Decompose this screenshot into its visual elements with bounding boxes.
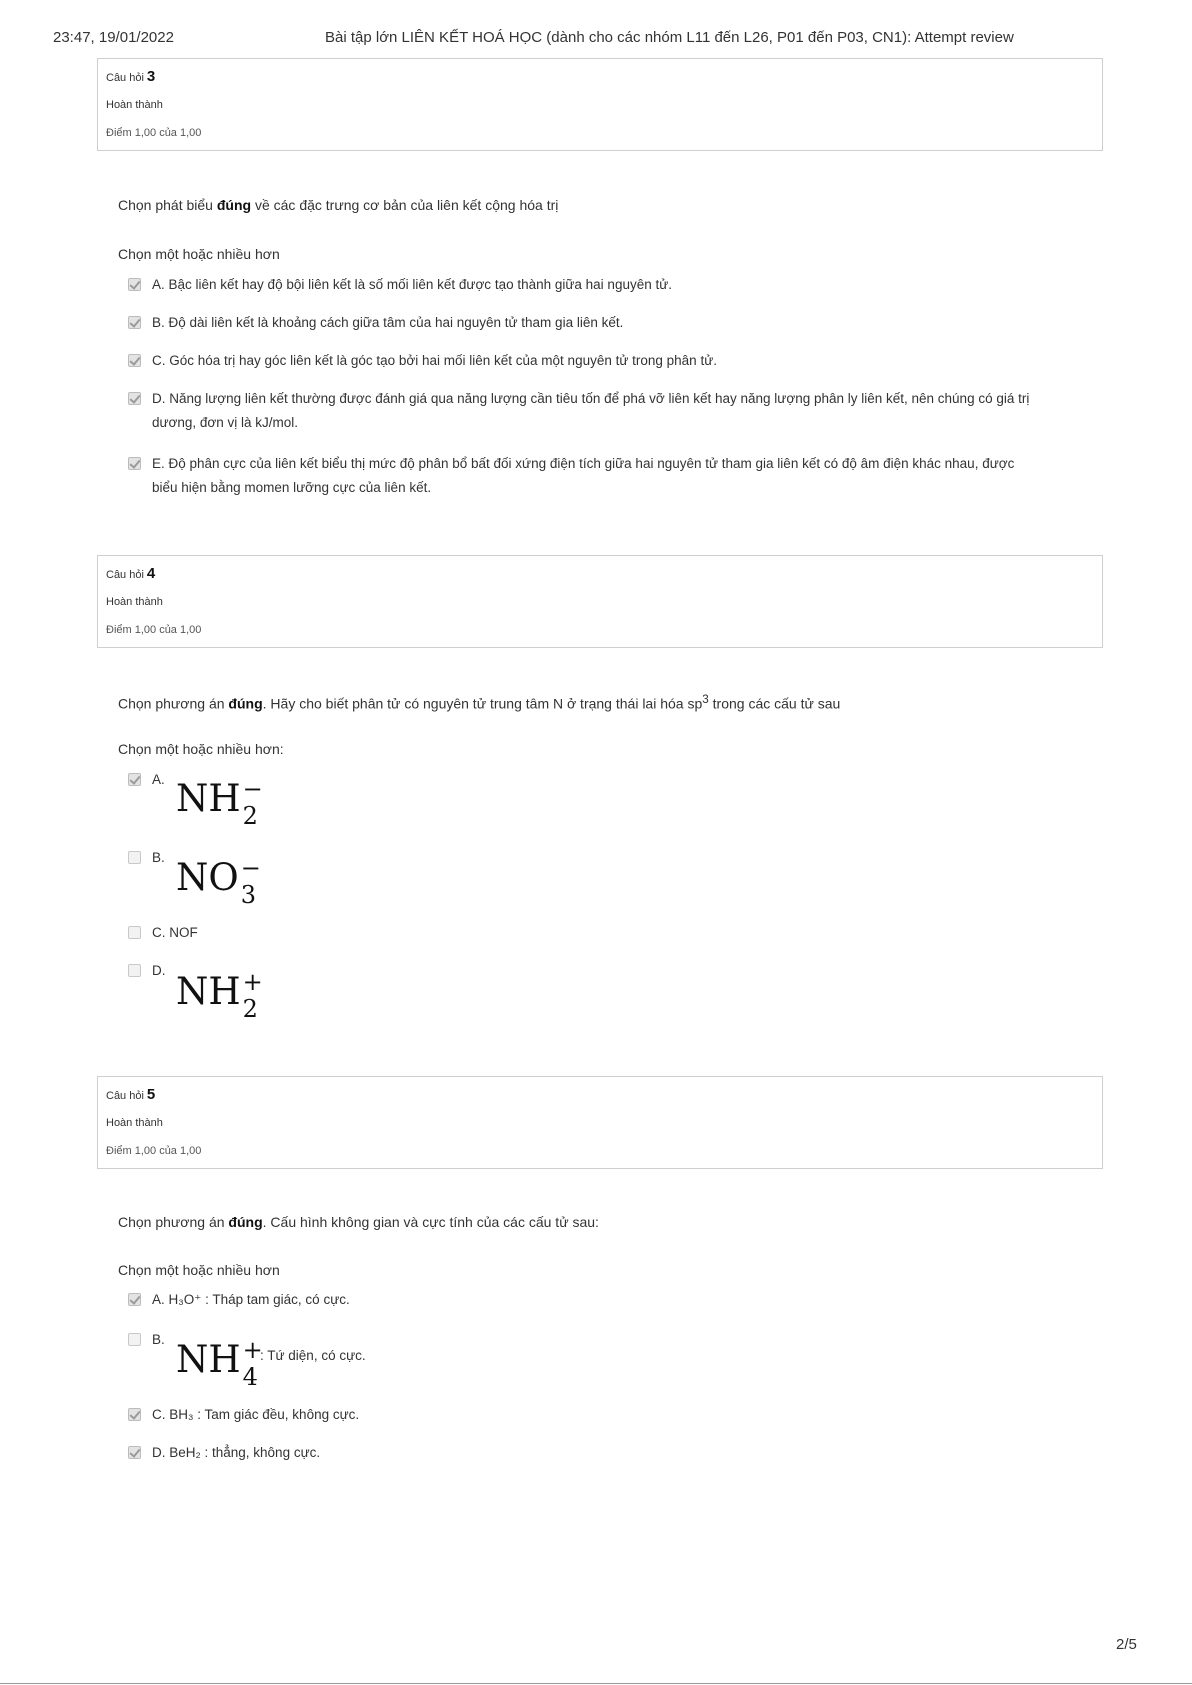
- question-text: Chọn phát biểu đúng về các đặc trưng cơ bản của liên kết cộng hóa trị: [118, 197, 559, 213]
- question-number: Câu hỏi 4: [106, 565, 156, 582]
- print-header: [53, 29, 1073, 53]
- answer-prompt: Chọn một hoặc nhiều hơn: [118, 1262, 280, 1278]
- checkbox[interactable]: [128, 354, 141, 367]
- checkbox[interactable]: [128, 1293, 141, 1306]
- checkbox[interactable]: [128, 457, 141, 470]
- print-timestamp: 23:47, 19/01/2022: [53, 29, 174, 46]
- question-text: Chọn phương án đúng. Hãy cho biết phân tử có nguyên tử trung tâm N ở trạng thái lai hóa $sp^3$ trong các cấu tử sau: [118, 693, 841, 712]
- formula-image: NH + 2: [176, 968, 263, 1023]
- checkbox[interactable]: [128, 926, 141, 939]
- question-state: Hoàn thành: [106, 99, 163, 111]
- question-info-3: [97, 58, 1103, 151]
- question-state: Hoàn thành: [106, 596, 163, 608]
- formula-image: NO − 3: [176, 854, 261, 909]
- question-number: Câu hỏi 5: [106, 1086, 156, 1103]
- option-suffix-text: : Tứ diện, có cực.: [260, 1348, 366, 1363]
- checkbox[interactable]: [128, 1408, 141, 1421]
- page-title: Bài tập lớn LIÊN KẾT HOÁ HỌC (dành cho các nhóm L11 đến L26, P01 đến P03, CN1): Attempt review: [325, 29, 1014, 46]
- checkbox[interactable]: [128, 316, 141, 329]
- checkbox[interactable]: [128, 1333, 141, 1346]
- question-grade: Điểm 1,00 của 1,00: [106, 1145, 202, 1157]
- question-number: Câu hỏi 3: [106, 68, 156, 85]
- question-info-4: [97, 555, 1103, 648]
- question-grade: Điểm 1,00 của 1,00: [106, 624, 202, 636]
- question-state: Hoàn thành: [106, 1117, 163, 1129]
- page-number: 2/5: [1116, 1636, 1137, 1653]
- checkbox[interactable]: [128, 1446, 141, 1459]
- checkbox[interactable]: [128, 851, 141, 864]
- answer-prompt: Chọn một hoặc nhiều hơn:: [118, 741, 284, 757]
- formula-image: NH − 2: [176, 775, 263, 830]
- checkbox[interactable]: [128, 278, 141, 291]
- question-info-5: [97, 1076, 1103, 1169]
- checkbox[interactable]: [128, 964, 141, 977]
- checkbox[interactable]: [128, 392, 141, 405]
- formula-image: NH + 4: [176, 1336, 263, 1391]
- answer-prompt: Chọn một hoặc nhiều hơn: [118, 246, 280, 262]
- question-text: Chọn phương án đúng. Cấu hình không gian và cực tính của các cấu tử sau:: [118, 1214, 599, 1230]
- checkbox[interactable]: [128, 773, 141, 786]
- page-bottom-rule: [0, 1683, 1192, 1684]
- question-grade: Điểm 1,00 của 1,00: [106, 127, 202, 139]
